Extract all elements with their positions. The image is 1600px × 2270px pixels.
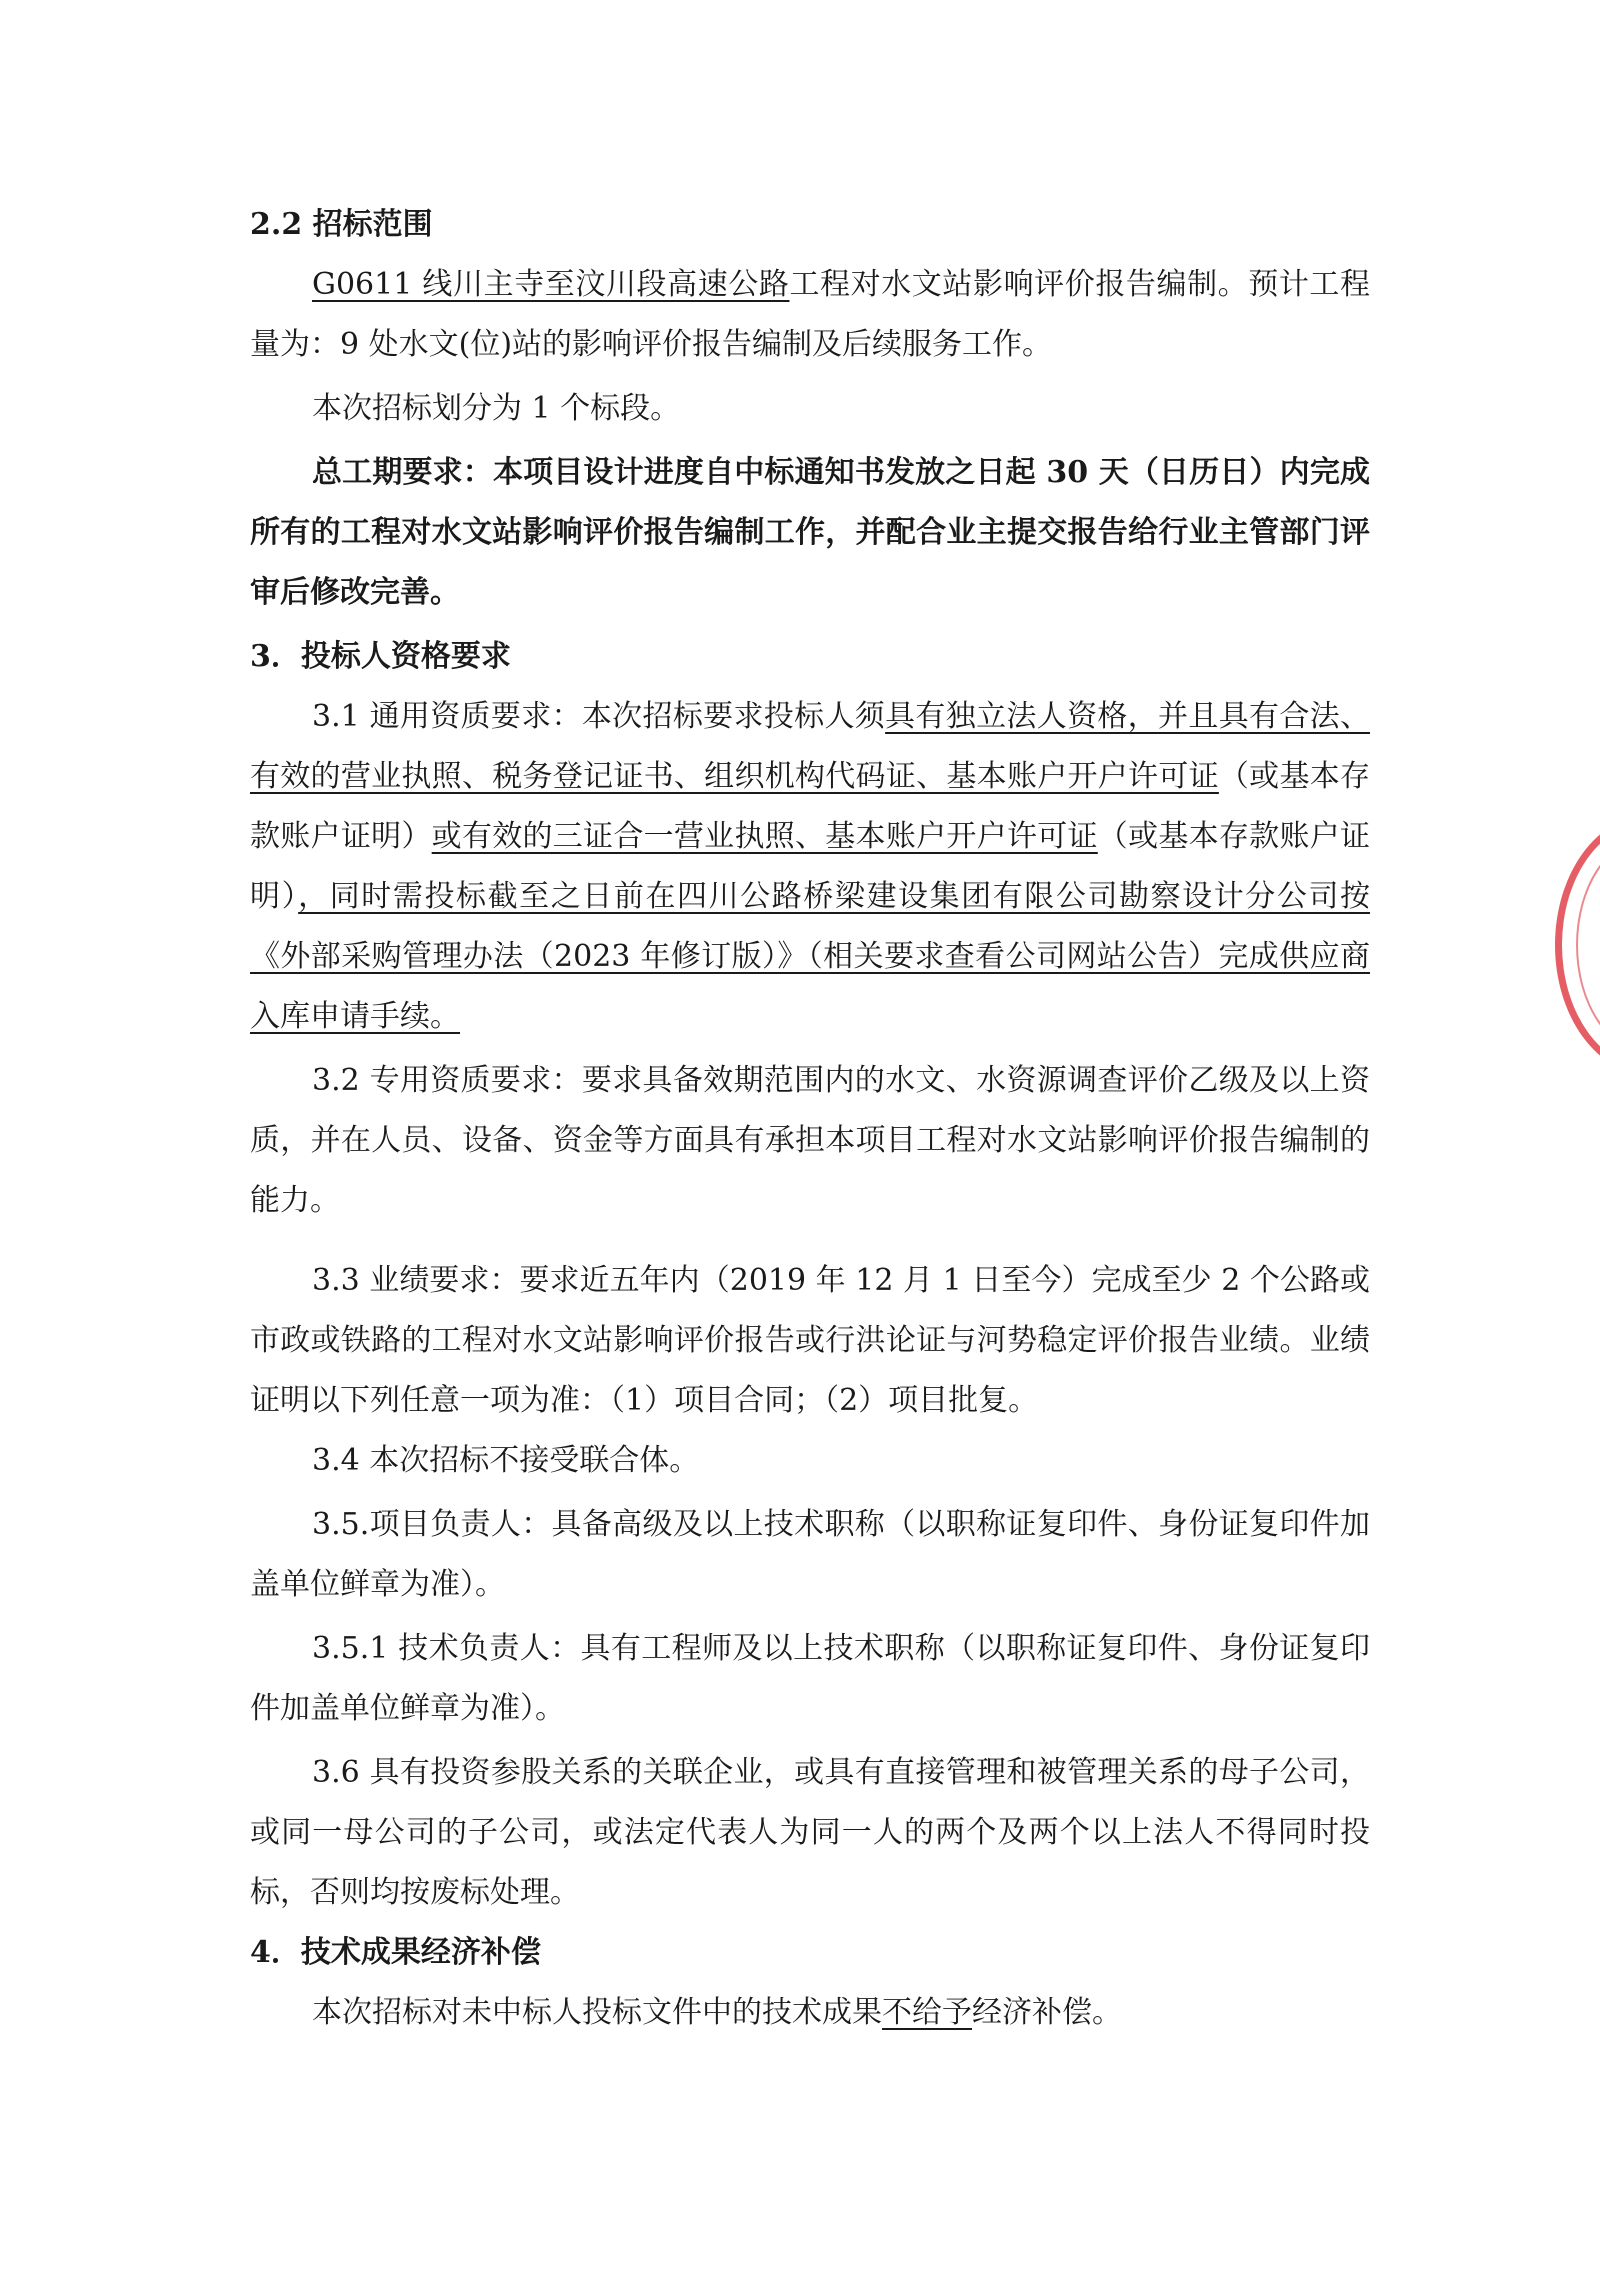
scope-text: 工程对水文站影响评价报告编制。预计工程量为：9 处水文(位)站的影响评价报告编制及后续服务工作。 bbox=[250, 267, 1371, 362]
schedule-days: 30 bbox=[1046, 455, 1089, 490]
section-heading-3: 3．投标人资格要求 bbox=[250, 639, 511, 674]
compensation-paragraph bbox=[250, 1983, 1370, 2043]
compensation-text-a: 本次招标对未中标人投标文件中的技术成果 bbox=[312, 1995, 882, 2030]
gq-underlined-3: ，同时需投标截至之日前在四川公路桥梁建设集团有限公司勘察设计分公司按《外部采购管理办法（2023 年修订版）》（相关要求查看公司网站公告）完成供应商入库申请手续。 bbox=[250, 879, 1371, 1034]
compensation-text-b: 经济补偿。 bbox=[972, 1995, 1122, 2030]
gq-text-c: （或基本存款账户证明） bbox=[250, 819, 1371, 914]
schedule-paragraph bbox=[250, 443, 1370, 623]
section-heading-2-2: 2.2 招标范围 bbox=[250, 207, 433, 242]
gq-underlined-1: 具有独立法人资格，并且具有合法、有效的营业执照、税务登记证书、组织机构代码证、基本账户开户许可证 bbox=[250, 699, 1370, 794]
gq-text-a: 3.1 通用资质要求：本次招标要求投标人须 bbox=[312, 699, 886, 734]
seal-inner-ring bbox=[1576, 836, 1600, 1054]
schedule-text-a: 总工期要求：本项目设计进度自中标通知书发放之日起 bbox=[312, 455, 1047, 490]
special-qualification-paragraph: 3.2 专用资质要求：要求具备效期范围内的水文、水资源调查评价乙级及以上资质，并在人员、设备、资金等方面具有承担本项目工程对水文站影响评价报告编制的能力。 bbox=[250, 1063, 1370, 1218]
compensation-underlined: 不给予 bbox=[882, 1995, 972, 2030]
consortium-paragraph: 3.4 本次招标不接受联合体。 bbox=[312, 1443, 700, 1478]
company-seal-stamp bbox=[1555, 815, 1600, 1075]
performance-paragraph: 3.3 业绩要求：要求近五年内（2019 年 12 月 1 日至今）完成至少 2 个公路或市政或铁路的工程对水文站影响评价报告或行洪论证与河势稳定评价报告业绩。业绩证明以下列任意一项为准：（1）项目合同；（2）项目批复。 bbox=[250, 1263, 1370, 1418]
general-qualification-paragraph bbox=[250, 687, 1370, 1047]
scope-paragraph bbox=[250, 255, 1370, 375]
schedule-text-b: 天（日历日）内完成所有的工程对水文站影响评价报告编制工作，并配合业主提交报告给行业主管部门评审后修改完善。 bbox=[250, 455, 1370, 610]
document-body bbox=[250, 195, 1370, 2043]
technical-lead-paragraph: 3.5.1 技术负责人：具有工程师及以上技术职称（以职称证复印件、身份证复印件加盖单位鲜章为准）。 bbox=[250, 1631, 1370, 1726]
lot-paragraph: 本次招标划分为 1 个标段。 bbox=[312, 391, 681, 426]
affiliated-bidders-paragraph: 3.6 具有投资参股关系的关联企业，或具有直接管理和被管理关系的母子公司，或同一母公司的子公司，或法定代表人为同一人的两个及两个以上法人不得同时投标，否则均按废标处理。 bbox=[250, 1755, 1370, 1910]
section-heading-4: 4．技术成果经济补偿 bbox=[250, 1935, 541, 1970]
gq-text-b: （或基本存款账户证明） bbox=[250, 759, 1371, 854]
project-manager-paragraph: 3.5.项目负责人：具备高级及以上技术职称（以职称证复印件、身份证复印件加盖单位鲜章为准）。 bbox=[250, 1507, 1370, 1602]
gq-underlined-2: 或有效的三证合一营业执照、基本账户开户许可证 bbox=[431, 819, 1098, 854]
project-name-underlined: G0611 线川主寺至汶川段高速公路 bbox=[312, 267, 790, 302]
